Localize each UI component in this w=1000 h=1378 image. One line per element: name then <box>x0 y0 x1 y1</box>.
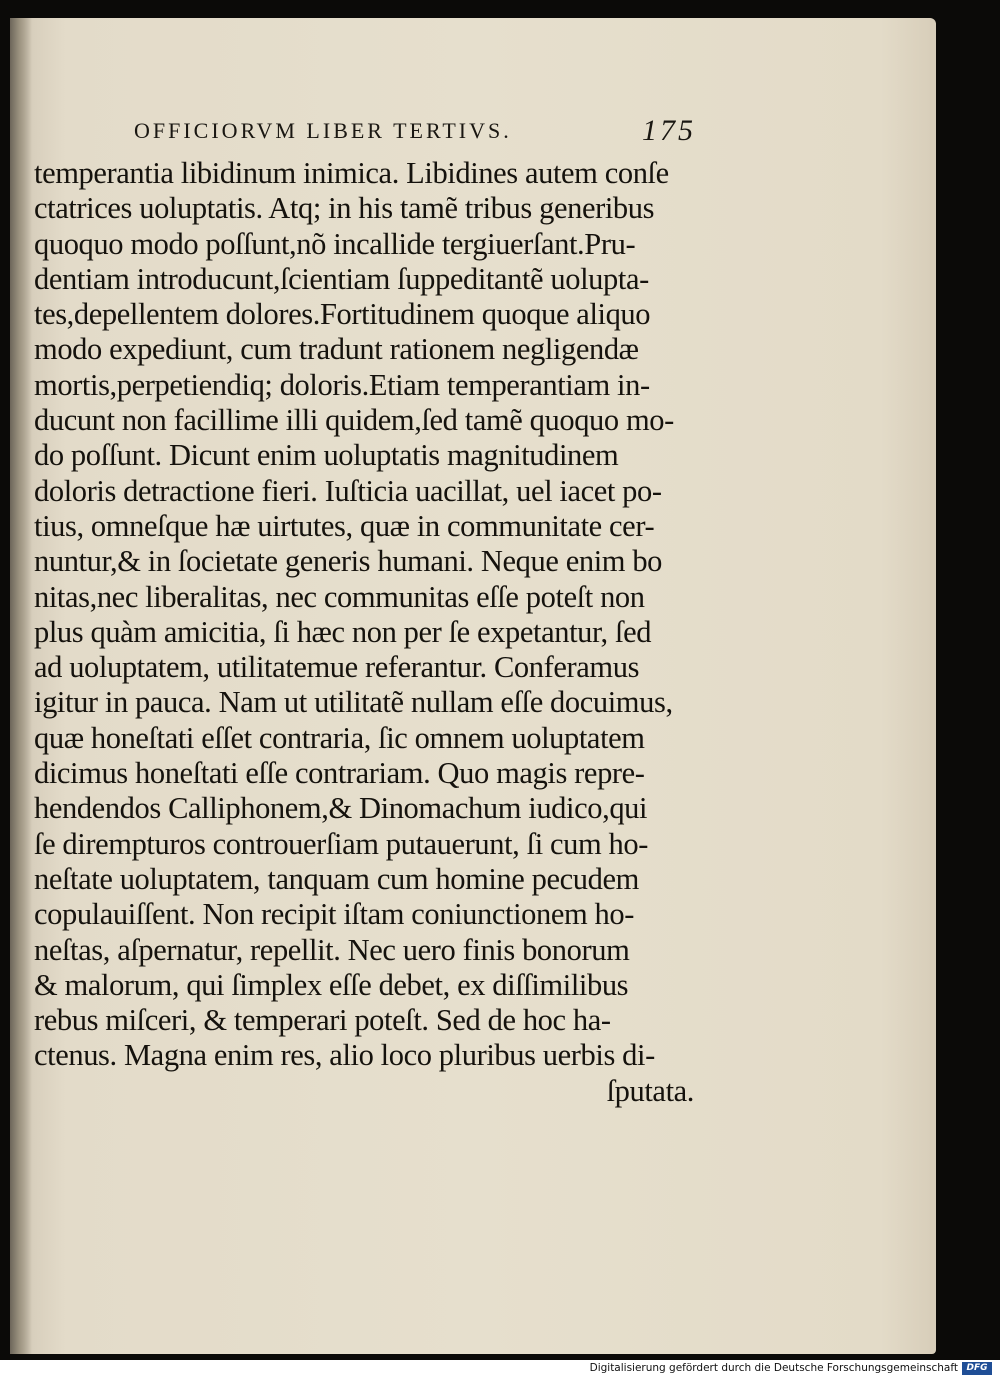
running-head: OFFICIORVM LIBER TERTIVS. <box>134 118 512 143</box>
text-line: & malorum, qui ſimplex eſſe debet, ex diſſimilibus <box>34 967 629 1002</box>
text-line: dentiam introducunt,ſcientiam ſuppeditantẽ uolupta- <box>34 261 649 296</box>
text-line: ctenus. Magna enim res, alio loco pluribus uerbis di- <box>34 1038 655 1073</box>
page-gutter <box>10 18 32 1354</box>
funding-credit: Digitalisierung gefördert durch die Deutsche Forschungsgemeinschaft <box>589 1362 958 1374</box>
text-line: copulauiſſent. Non recipit iſtam coniunctionem ho- <box>34 897 635 932</box>
text-line: dicimus honeſtati eſſe contrariam. Quo magis repre- <box>34 756 645 791</box>
text-line: rebus miſceri, & temperari poteſt. Sed de hoc ha- <box>34 1003 611 1038</box>
text-line: quæ honeſtati eſſet contraria, ſic omnem uoluptatem <box>34 720 645 755</box>
text-line: tes,depellentem dolores.Fortitudinem quoque aliquo <box>34 297 651 332</box>
text-line: modo expediunt, cum tradunt rationem negligendæ <box>34 332 639 367</box>
text-line: hendendos Calliphonem,& Dinomachum iudico,qui <box>34 791 648 826</box>
text-line: temperantia libidinum inimica. Libidines autem conſe <box>34 156 669 190</box>
text-line: doloris detractione fieri. Iuſticia uacillat, uel iacet po- <box>34 473 662 508</box>
text-line: igitur in pauca. Nam ut utilitatẽ nullam eſſe docuimus, <box>34 685 673 720</box>
text-line: ad uoluptatem, utilitatemue referantur. Conferamus <box>34 650 640 685</box>
text-line: ducunt non facillime illi quidem,ſed tamẽ quoquo mo- <box>34 403 674 438</box>
text-line: do poſſunt. Dicunt enim uoluptatis magnitudinem <box>34 438 619 473</box>
text-line: mortis,perpetiendiq; doloris.Etiam temperantiam in- <box>34 367 650 402</box>
text-line: nitas,nec liberalitas, nec communitas eſſe poteſt non <box>34 579 645 614</box>
footer-bar <box>0 1360 1000 1378</box>
page-number: 175 <box>642 114 696 147</box>
text-line: ſe dirempturos controuerſiam putauerunt, ſi cum ho- <box>34 826 648 861</box>
text-line: neſtate uoluptatem, tanquam cum homine pecudem <box>34 861 639 896</box>
text-line: plus quàm amicitia, ſi hæc non per ſe expetantur, ſed <box>34 614 652 649</box>
text-line: tius, omneſque hæ uirtutes, quæ in communitate cer- <box>34 508 655 543</box>
text-line: quoquo modo poſſunt,nõ incallide tergiuerſant.Pru- <box>34 226 636 261</box>
text-line: nuntur,& in ſocietate generis humani. Neque enim bo <box>34 544 663 579</box>
text-line: ctatrices uoluptatis. Atq; in his tamẽ tribus generibus <box>34 191 655 226</box>
text-line-final: ſputata. <box>606 1073 694 1108</box>
dfg-logo: DFG <box>962 1362 992 1375</box>
text-line: neſtas, aſpernatur, repellit. Nec uero finis bonorum <box>34 932 630 967</box>
book-page <box>10 18 936 1354</box>
text-block <box>34 156 694 1109</box>
